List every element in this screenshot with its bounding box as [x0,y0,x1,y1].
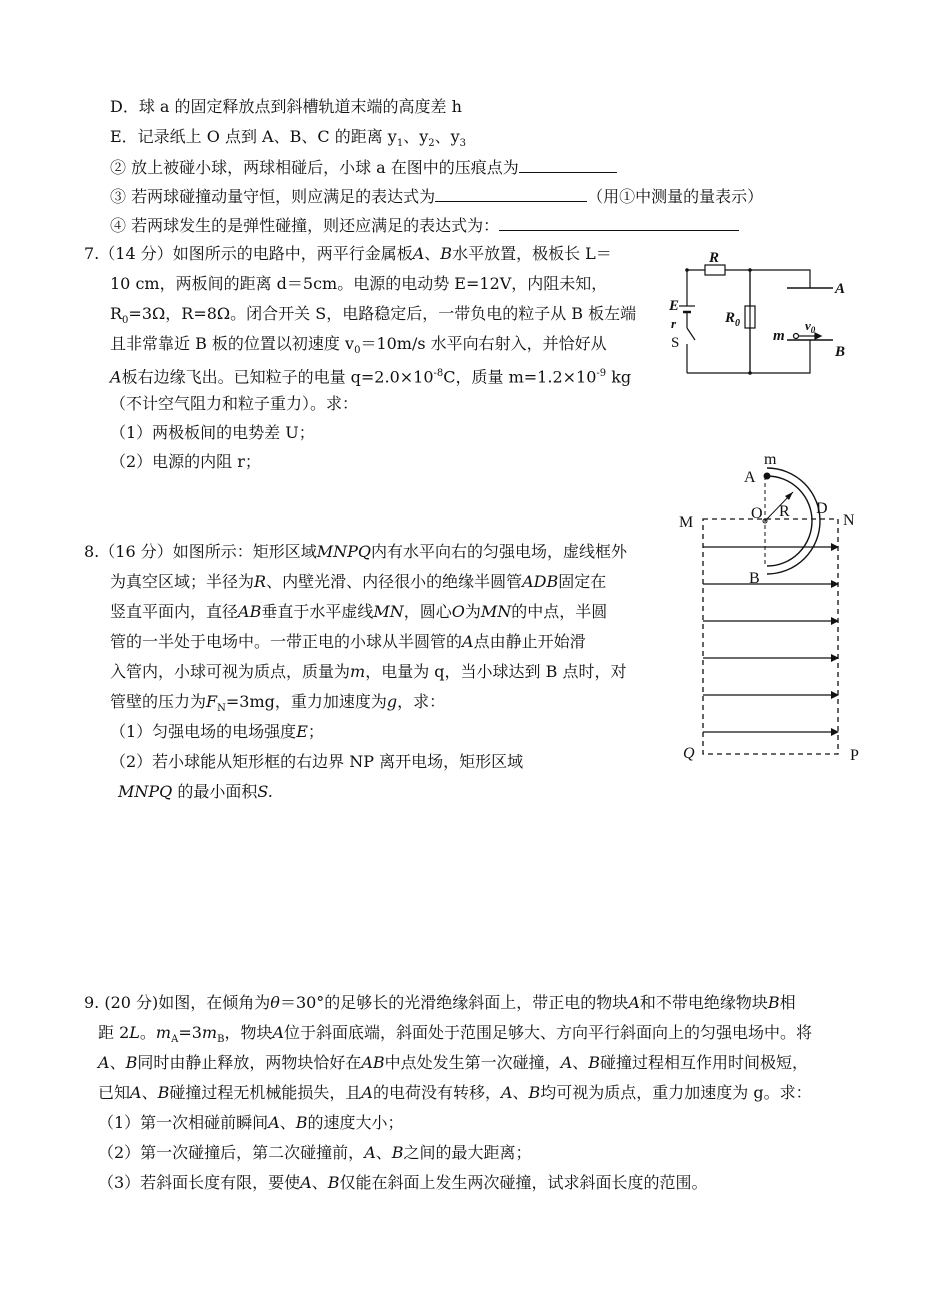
particle [794,334,799,339]
label-q: Q [683,745,695,762]
label-a: A [744,469,756,486]
resistor-r [705,265,725,275]
q8-sub-2: （2）若小球能从矩形框的右边界 NP 离开电场，矩形区域 [110,752,524,771]
q7-circuit-diagram [665,248,855,383]
q8-line-1: 8.（16 分）如图所示：矩形区域MNPQ内有水平向右的匀强电场，虚线框外 [84,542,627,561]
q8-line-3: 竖直平面内，直径AB垂直于水平虚线MN，圆心O为MN的中点，半圆 [110,602,608,621]
q7-line-1: 7.（14 分）如图所示的电路中，两平行金属板A、B水平放置，极板长 L＝ [84,244,612,263]
label-e: E [669,298,680,314]
label-b: B [835,344,846,360]
ball-m [764,473,771,480]
answer-blank[interactable] [499,214,739,231]
q8-line-2: 为真空区域；半径为R、内壁光滑、内径很小的绝缘半圆管ADB固定在 [110,572,607,591]
q9-line-3: A、B同时由静止释放，两物块恰好在AB中点处发生第一次碰撞，A、B碰撞过程相互作用时间极短， [98,1053,809,1072]
label-r-internal: r [671,316,677,331]
junction [748,268,752,272]
q9-line-1: 9. (20 分)如图，在倾角为θ＝30°的足够长的光滑绝缘斜面上，带正电的物块A和不带电绝缘物块B相 [84,993,796,1012]
q6-part-3: ③ 若两球碰撞动量守恒，则应满足的表达式为 （用①中测量的量表示） [110,187,764,206]
q7-line-6: （不计空气阻力和粒子重力）。求： [110,394,359,413]
q8-line-5: 入管内，小球可视为质点，质量为m，电量为 q，当小球达到 B 点时，对 [110,662,627,681]
label-p: P [850,747,859,764]
label-r0: $R_0$ [725,310,741,329]
wire [790,270,810,288]
field-region-mnpq [703,519,838,754]
junction [685,268,689,272]
label-r: R [709,250,720,266]
label-o: O [751,505,763,522]
label-d: D [816,500,828,517]
q7-line-5: A板右边缘飞出。已知粒子的电量 $q=2.0\times 10^{-8}C$，质量 $m=1.2\times 10^{-9}$ kg [110,367,632,387]
label-n: N [843,512,855,529]
q7-line-3: $R_0=3\Omega$，R=8Ω。闭合开关 S，电路稳定后，一带负电的粒子从 B 板左端 [110,304,637,327]
label-mn-m: M [679,514,694,531]
q9-sub-1: （1）第一次相碰前瞬间A、B的速度大小； [98,1113,404,1132]
q8-sub-2-cont: MNPQ 的最小面积S. [118,782,273,801]
switch-s [687,328,695,340]
q9-sub-2: （2）第一次碰撞后，第二次碰撞前，A、B之间的最大距离； [98,1143,532,1162]
q6-option-d: D．球 a 的固定释放点到斜槽轨道末端的高度差 h [110,97,462,116]
label-s: S [671,335,680,351]
q9-line-2: 距 2L。$m_A=3m_B$，物块A位于斜面底端，斜面处于范围足够大、方向平行斜面向上的匀强电场中。将 [98,1023,813,1046]
q8-sub-1: （1）匀强电场的电场强度E； [110,722,324,741]
label-a: A [835,281,846,297]
label-v0: $v_0$ [805,318,816,335]
q6-part-2: ② 放上被碰小球，两球相碰后，小球 a 在图中的压痕点为 [110,156,617,178]
wire [687,270,750,373]
q6-part-4: ④ 若两球发生的是弹性碰撞，则还应满足的表达式为： [110,214,739,236]
q8-line-6: 管壁的压力为$F_N=3mg$，重力加速度为g，求： [110,692,446,715]
wire [750,340,810,373]
answer-blank[interactable] [435,185,587,202]
label-b: B [749,570,760,587]
q6-option-e: E．记录纸上 O 点到 A、B、C 的距离 $y_1$、$y_2$、$y_3$ [110,127,467,150]
tube-inner-wall [767,476,812,566]
q7-sub-1: （1）两极板间的电势差 U； [110,423,315,442]
q7-sub-2: （2）电源的内阻 r； [110,452,261,471]
q8-line-4: 管的一半处于电场中。一带正电的小球从半圆管的A点由静止开始滑 [110,632,586,651]
label-m: m [773,328,785,344]
label-m: m [764,451,777,468]
q7-line-4: 且非常靠近 B 板的位置以初速度 $v_0=10m/s$ 水平向右射入，并恰好从 [110,334,607,357]
q8-field-diagram [675,448,875,778]
q9-sub-3: （3）若斜面长度有限，要使A、B仅能在斜面上发生两次碰撞，试求斜面长度的范围。 [98,1173,708,1192]
answer-blank[interactable] [519,156,617,173]
velocity-arrowhead [815,333,821,339]
q9-line-4: 已知A、B碰撞过程无机械能损失，且A的电荷没有转移，A、B均可视为质点，重力加速度为 g。求： [98,1083,812,1102]
q7-line-2: 10 cm，两板间的距离 d＝5cm。电源的电动势 E=12V，内阻未知， [110,274,608,293]
label-r: R [779,503,790,520]
junction [748,371,752,375]
